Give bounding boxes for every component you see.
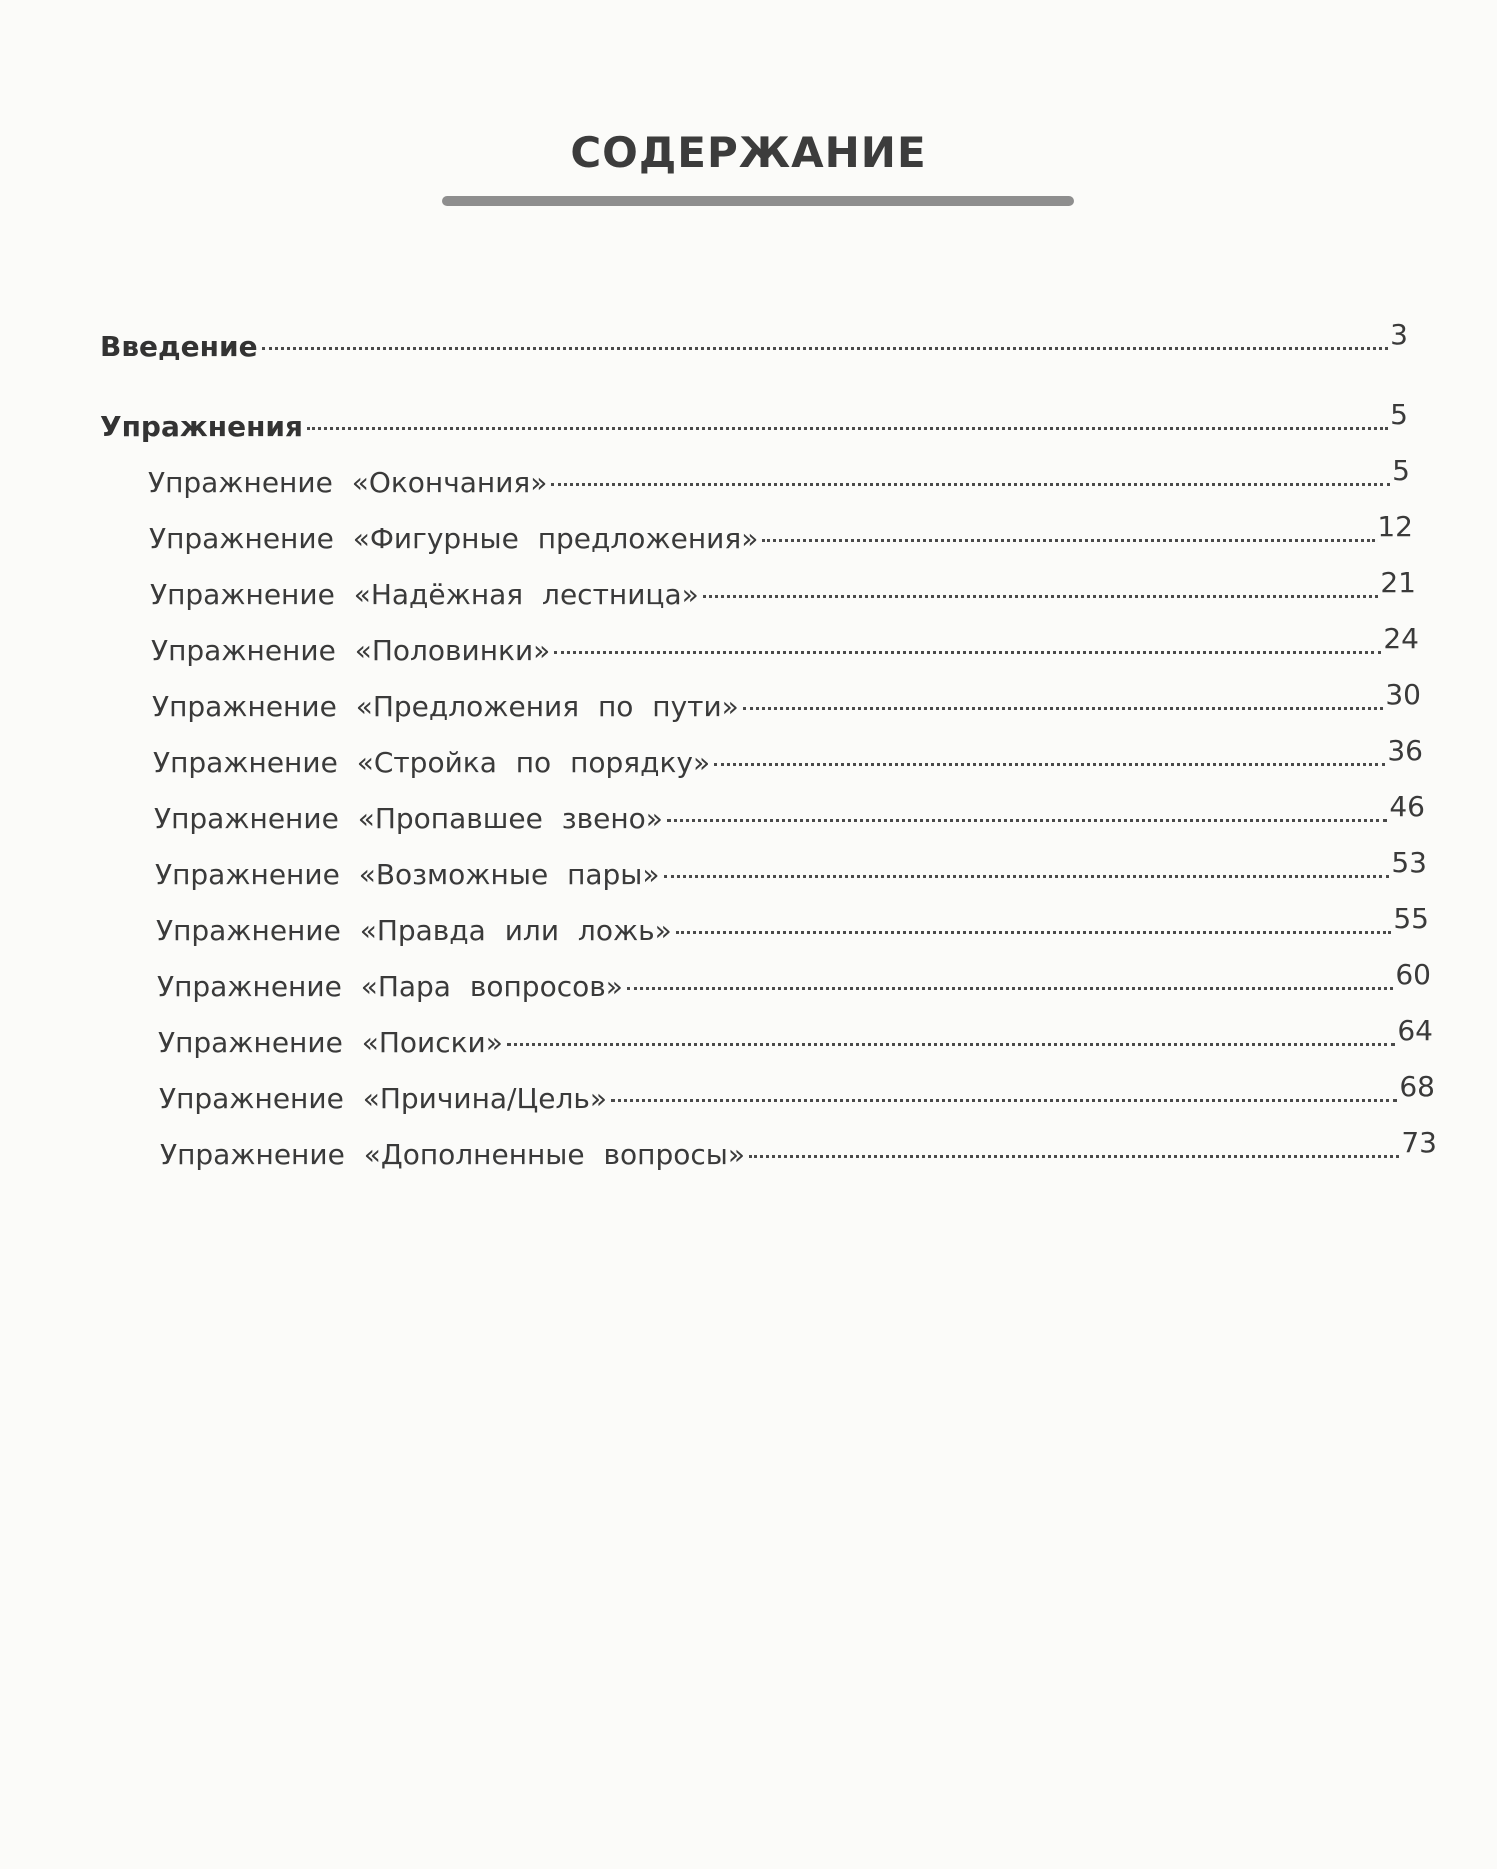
toc-entry-label: Упражнение «Правда или ложь» (156, 914, 672, 947)
toc-page-number: 60 (1395, 958, 1431, 991)
toc-entry[interactable] (160, 1126, 1437, 1178)
toc-entry-label: Упражнение «Стройка по порядку» (153, 746, 711, 779)
dot-leader (667, 819, 1387, 822)
dot-leader (762, 539, 1375, 542)
toc-entry-label: Упражнения (100, 410, 304, 443)
toc-page-number: 64 (1397, 1014, 1433, 1047)
toc-page-number: 12 (1377, 510, 1413, 543)
dot-leader (611, 1099, 1397, 1102)
toc-page-number: 73 (1401, 1126, 1437, 1159)
toc-page-number: 46 (1389, 790, 1425, 823)
dot-leader (551, 483, 1390, 486)
toc-page-number: 24 (1383, 622, 1419, 655)
toc-page-number: 3 (1390, 318, 1408, 351)
toc-entry-label: Упражнение «Дополненные вопросы» (160, 1138, 746, 1171)
toc-entry[interactable] (156, 902, 1429, 954)
dot-leader (743, 707, 1384, 710)
toc-page-number: 36 (1387, 734, 1423, 767)
dot-leader (714, 763, 1385, 766)
title-underline (442, 196, 1074, 206)
toc-page-number: 68 (1399, 1070, 1435, 1103)
toc-entry[interactable] (152, 678, 1421, 730)
toc-entry[interactable] (150, 566, 1416, 618)
toc-entry-label: Упражнение «Надёжная лестница» (150, 578, 699, 611)
toc-entry-label: Упражнение «Поиски» (158, 1026, 503, 1059)
toc-entry-label: Упражнение «Предложения по пути» (152, 690, 739, 723)
toc-entry-label: Упражнение «Половинки» (151, 634, 551, 667)
dot-leader (507, 1043, 1396, 1046)
toc-entry[interactable] (151, 622, 1419, 674)
toc-page-number: 55 (1393, 902, 1429, 935)
dot-leader (749, 1155, 1399, 1158)
dot-leader (307, 427, 1388, 430)
dot-leader (627, 987, 1393, 990)
dot-leader (554, 651, 1381, 654)
toc-page-number: 30 (1385, 678, 1421, 711)
toc-page-number: 5 (1390, 398, 1408, 431)
dot-leader (262, 347, 1389, 350)
toc-entry[interactable] (154, 790, 1425, 842)
toc-entry[interactable] (149, 510, 1413, 562)
toc-entry[interactable] (159, 1070, 1435, 1122)
dot-leader (676, 931, 1392, 934)
toc-entry[interactable] (148, 454, 1410, 506)
toc-entry[interactable] (157, 958, 1431, 1010)
toc-entry[interactable] (158, 1014, 1433, 1066)
toc-entry-label: Упражнение «Пара вопросов» (157, 970, 623, 1003)
toc-entry-label: Упражнение «Окончания» (148, 466, 548, 499)
toc-entry-label: Упражнение «Возможные пары» (155, 858, 660, 891)
toc-entry[interactable] (155, 846, 1427, 898)
page-title: СОДЕРЖАНИЕ (570, 128, 927, 177)
dot-leader (664, 875, 1390, 878)
toc-entry-exercises[interactable] (100, 398, 1408, 450)
toc-entry-label: Упражнение «Причина/Цель» (159, 1082, 607, 1115)
dot-leader (703, 595, 1379, 598)
toc-page-number: 5 (1392, 454, 1410, 487)
toc-entry-label: Упражнение «Фигурные предложения» (149, 522, 759, 555)
toc-entry[interactable] (153, 734, 1423, 786)
toc-page-number: 53 (1391, 846, 1427, 879)
toc-entry-intro[interactable] (100, 318, 1408, 370)
toc-page-number: 21 (1380, 566, 1416, 599)
toc-entry-label: Введение (100, 330, 258, 363)
toc-entry-label: Упражнение «Пропавшее звено» (154, 802, 663, 835)
